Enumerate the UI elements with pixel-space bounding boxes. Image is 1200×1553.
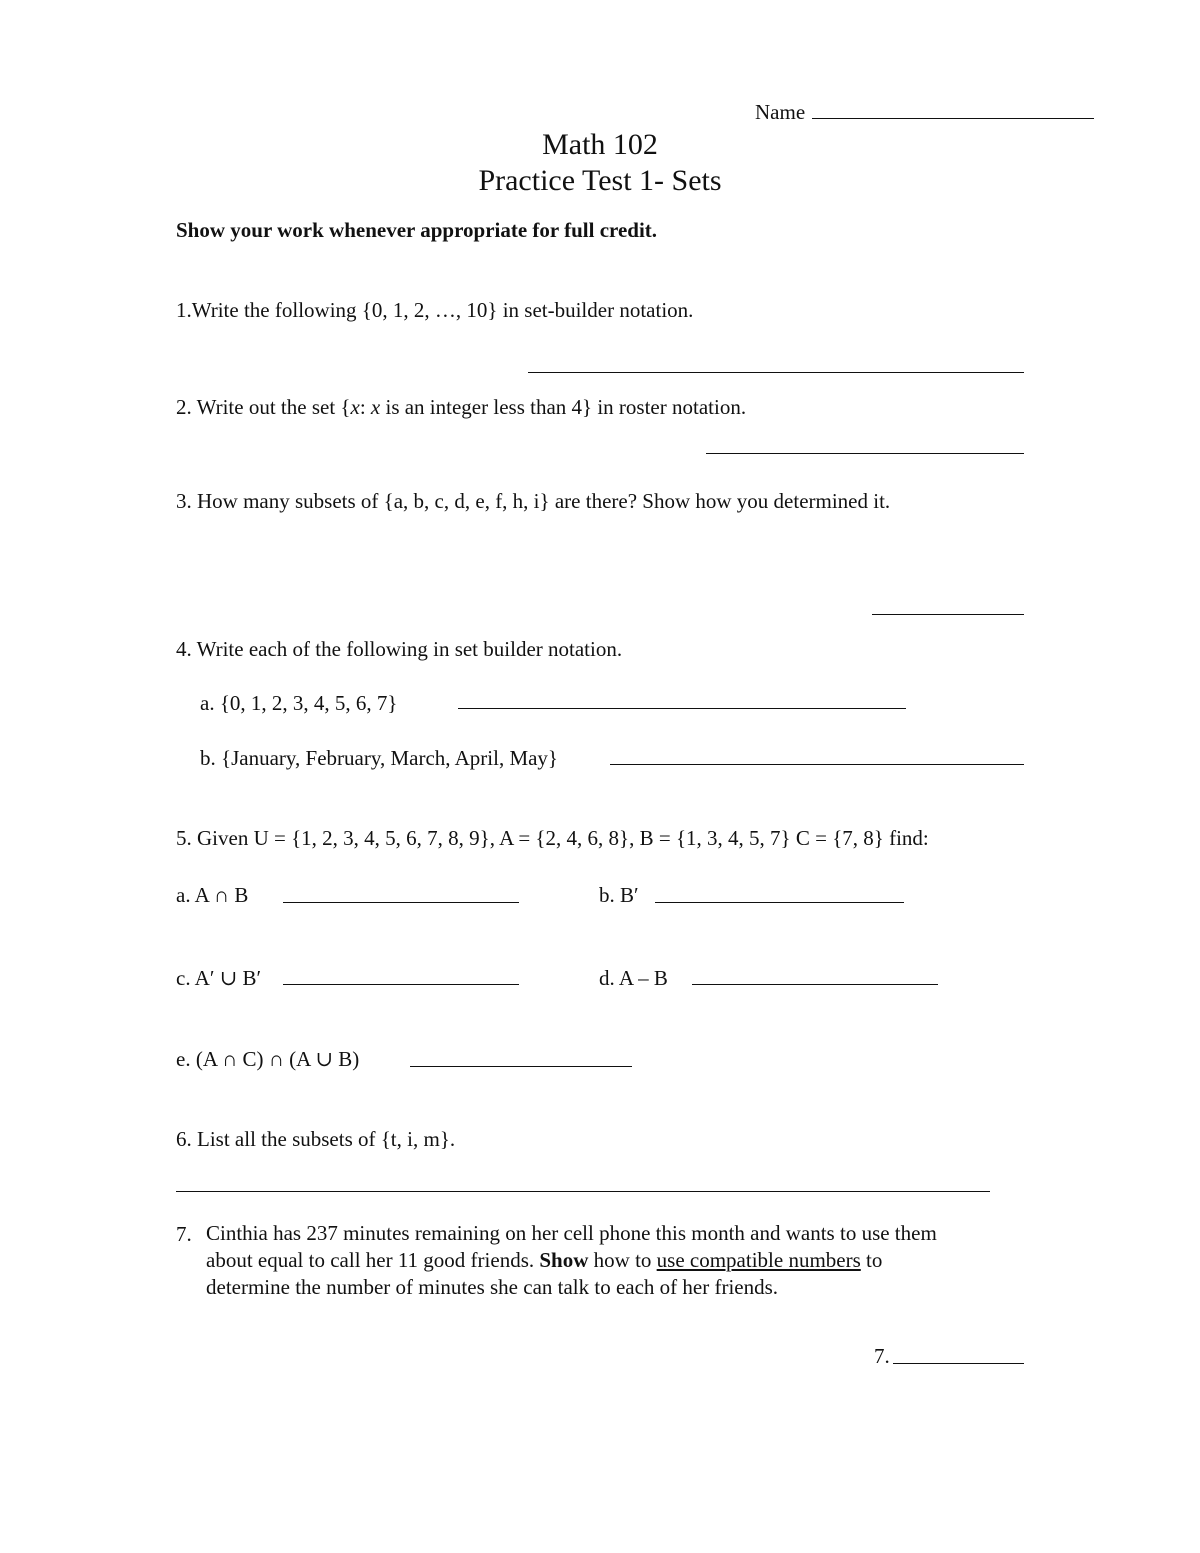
name-label: Name — [755, 100, 806, 124]
answer-2-field[interactable] — [706, 453, 1024, 454]
answer-5b-field[interactable] — [655, 902, 904, 903]
question-7-line-3: determine the number of minutes she can talk to each of her friends. — [206, 1275, 779, 1299]
question-1: 1.Write the following {0, 1, 2, …, 10} in set-builder notation. — [176, 298, 694, 322]
question-4b: b. {January, February, March, April, May} — [200, 746, 559, 770]
question-5e: e. (A ∩ C) ∩ (A ∪ B) — [176, 1047, 360, 1071]
question-5: 5. Given U = {1, 2, 3, 4, 5, 6, 7, 8, 9}, A = {2, 4, 6, 8}, B = {1, 3, 4, 5, 7} C = {7, 8} find: — [176, 826, 929, 850]
question-5d: d. A – B — [599, 966, 668, 990]
answer-5e-field[interactable] — [410, 1066, 632, 1067]
question-4: 4. Write each of the following in set builder notation. — [176, 637, 623, 661]
answer-5a-field[interactable] — [283, 902, 519, 903]
question-7 — [206, 1220, 937, 1301]
answer-7-label: 7. — [874, 1344, 890, 1368]
question-4a: a. {0, 1, 2, 3, 4, 5, 6, 7} — [200, 691, 398, 715]
page-title: Math 102 — [542, 128, 658, 161]
question-2: 2. Write out the set {x: x is an integer less than 4} in roster notation. — [176, 395, 747, 419]
question-5c: c. A′ ∪ B′ — [176, 966, 262, 990]
question-5b: b. B′ — [599, 883, 639, 907]
question-7-line-1: Cinthia has 237 minutes remaining on her cell phone this month and wants to use them — [206, 1221, 937, 1245]
answer-7-field[interactable] — [893, 1363, 1024, 1364]
question-3: 3. How many subsets of {a, b, c, d, e, f, h, i} are there? Show how you determined it. — [176, 489, 891, 513]
instructions: Show your work whenever appropriate for full credit. — [176, 218, 658, 242]
question-5a: a. A ∩ B — [176, 883, 249, 907]
name-field[interactable] — [812, 118, 1094, 119]
answer-3-field[interactable] — [872, 614, 1024, 615]
answer-5c-field[interactable] — [283, 984, 519, 985]
question-6: 6. List all the subsets of {t, i, m}. — [176, 1127, 456, 1151]
answer-5d-field[interactable] — [692, 984, 938, 985]
question-7-number: 7. — [176, 1222, 192, 1246]
answer-6-field[interactable] — [176, 1191, 990, 1192]
page-subtitle: Practice Test 1- Sets — [478, 164, 722, 197]
answer-1-field[interactable] — [528, 372, 1024, 373]
answer-4a-field[interactable] — [458, 708, 906, 709]
question-7-line-2: about equal to call her 11 good friends. Show how to use compatible numbers to — [206, 1248, 883, 1272]
answer-4b-field[interactable] — [610, 764, 1024, 765]
